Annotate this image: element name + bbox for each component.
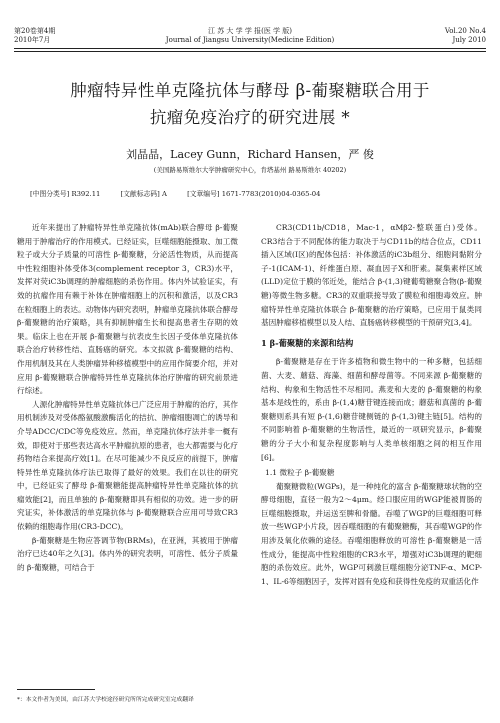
- article-number: [文章编号] 1671-7783(2010)04-0365-04: [187, 190, 321, 198]
- paragraph: 葡聚糖微粒(WGPs)，是一种纯化的富含 β-葡聚糖球状物的空酵母细胞，直径一般为2～4μm。经口服应用的WGP能被胃肠的巨噬细胞摄取，并运送至脾和骨髓。吞噬了WGP的巨噬细胞可释放一些WGP小片段，因吞噬细胞的有葡聚糖酶，其吞噬WGP的作用涉及氧化依赖的途径。吞噬细胞释放的可溶性 β-葡聚糖是一活性成分，能提高中性粒细胞的CR3水平，增强对iC3b调理的靶细胞的杀伤效应。此外，WGP可刺激巨噬细胞分泌TNF-α、MCP-1、IL-6等细胞因子，发挥对固有免疫和获得性免疫的双重活化作: [261, 481, 482, 586]
- issue-info: 第20卷第4期 2010年7月: [14, 27, 56, 44]
- paragraph: 近年来提出了肿瘤特异性单克隆抗体(mAb)联合酵母 β-葡聚糖用于肿瘤治疗的作用模式。已经证实，巨噬细胞能摄取、加工微粒子或大分子质量的可溶性 β-葡聚糖，分泌活性物质，从而提高中性粒细胞补体受体3(complement receptor 3，CR3)水平，发挥对荧iC3b调理的肿瘤细胞的杀伤作用。体内外试验证实，有效的抗瘤作用有赖于补体在肿瘤细胞上的沉积和激活，以及CR3在粒细胞上的表达。动物体内研究表明，肿瘤单克隆抗体联合酵母 β-葡聚糖的治疗策略，具有抑制肿瘤生长和提高患者生存期的效果。临床上也在开展 β-葡聚糖与抗表皮生长因子受体单克隆抗体联合治疗转移性结、直肠癌的研究。本文拟就 β-葡聚糖的结构、作用机制及其在人类肿瘤异种移植模型中的应用作简要介绍，并对应用 β-葡聚糖联合肿瘤特异性单克隆抗体治疗肿瘤的研究前景进行综述。: [17, 223, 238, 396]
- affiliation: (美国路易斯维尔大学肿瘤研究中心，肯塔基州 路易斯维尔 40202): [153, 166, 347, 174]
- right-column: [261, 221, 482, 588]
- paragraph: CR3(CD11b/CD18，Mac-1，αMβ2-整联蛋白)受体。CR3结合于不同配体的能力取决于与CD11b的结合位点，CD11插入区域(I区)的配体包括：补体激活的iC3b组分、细胞间黏附分子-1(ICAM-1)、纤维蛋白原、凝血因子X和肝素。凝集素样区域(LLD)定位于膜的邻近处，能结合 β-(1,3)键葡萄糖聚合物(β-葡聚糖)等微生物多糖。CR3的双重联接导致了膜粒和细胞毒效应。肿瘤特异性单克隆抗体联合 β-葡聚糖的治疗策略，已应用于鼠类同基因肿瘤移植模型以及人结、直肠癌转移模型的干预研究[3,4]。: [261, 223, 482, 328]
- section-heading: 1 β-葡聚糖的来源和结构: [261, 337, 354, 348]
- paragraph: β-葡聚糖是生物应答调节物(BRMs)，在亚洲，其被用于肿瘤治疗已达40年之久[3]。体内外的研究表明，可溶性、低分子质量的 β-葡聚糖，可结合于: [17, 535, 238, 572]
- paragraph: β-葡聚糖是存在于许多植物和微生物中的一种多糖，包括细菌、大麦、蘑菇、海藻、细菌和酵母菌等。不同来源 β-葡聚糖的结构、构象和生物活性不尽相同。燕麦和大麦的 β-葡聚糖的构象基本是线性的，系由 β-(1,4)糖苷键连接而成；蘑菇和真菌的 β-葡聚糖则系具有短 β-(1,6)糖苷键侧链的 β-(1,3)键主链[5]。结构的不同影响着 β-葡聚糖的生物活性，最近的一项研究显示，β-葡聚糖的分子大小和复杂程度影响与人类单核细胞之间的相互作用[6]。: [261, 357, 482, 462]
- left-column: [17, 221, 238, 574]
- footnote: *：本文作者为美国，由江苏大学校途径研究所所完成研究室完成翻译: [17, 697, 194, 703]
- document-code: [文献标志码] A: [120, 190, 167, 198]
- volume-info: Vol.20 No.4 July 2010: [444, 27, 486, 44]
- footnote-rule: [17, 689, 95, 690]
- paragraph: 人源化肿瘤特异性单克隆抗体已广泛应用于肿瘤的治疗，其作用机制涉及对受体酪氨酸激酶活化的拮抗、肿瘤细胞凋亡的诱导和介导ADCC/CDC等免疫效应。然而，单克隆抗体疗法并非一概有效，即使对于那些表达高水平肿瘤抗原的患者，也大都需要与化疗药物结合来提高疗效[1]。在尽可能减少不良反应的前提下，肿瘤特异性单克隆抗体疗法已取得了最好的效果。我们在以往的研究中，已经证实了酵母 β-葡聚糖能提高肿瘤特异性单克隆抗体的抗瘤效能[2]，而且单独的 β-葡聚糖即具有相似的功效。进一步的研究证实，补体激活的单克隆抗体与 β-葡聚糖联合应用可导致CR3依赖的细胞毒作用(CR3-DCC)。: [17, 399, 238, 532]
- classification-line: [30, 188, 338, 198]
- journal-name: 江 苏 大 学 学 报(医 学 版) Journal of Jiangsu University(Medicine Edition): [165, 27, 335, 44]
- clc-number: [中图分类号] R392.11: [30, 190, 101, 198]
- article-title: 肿瘤特异性单克隆抗体与酵母 β-葡聚糖联合用于 抗瘤免疫治疗的研究进展 *: [70, 81, 430, 127]
- header-rule-thin: [14, 51, 486, 52]
- header-rule: [14, 48, 486, 49]
- authors: 刘晶晶，Lacey Gunn，Richard Hansen，严 俊: [126, 148, 374, 161]
- subsection-heading: 1.1 微粒子 β-葡聚糖: [265, 468, 335, 478]
